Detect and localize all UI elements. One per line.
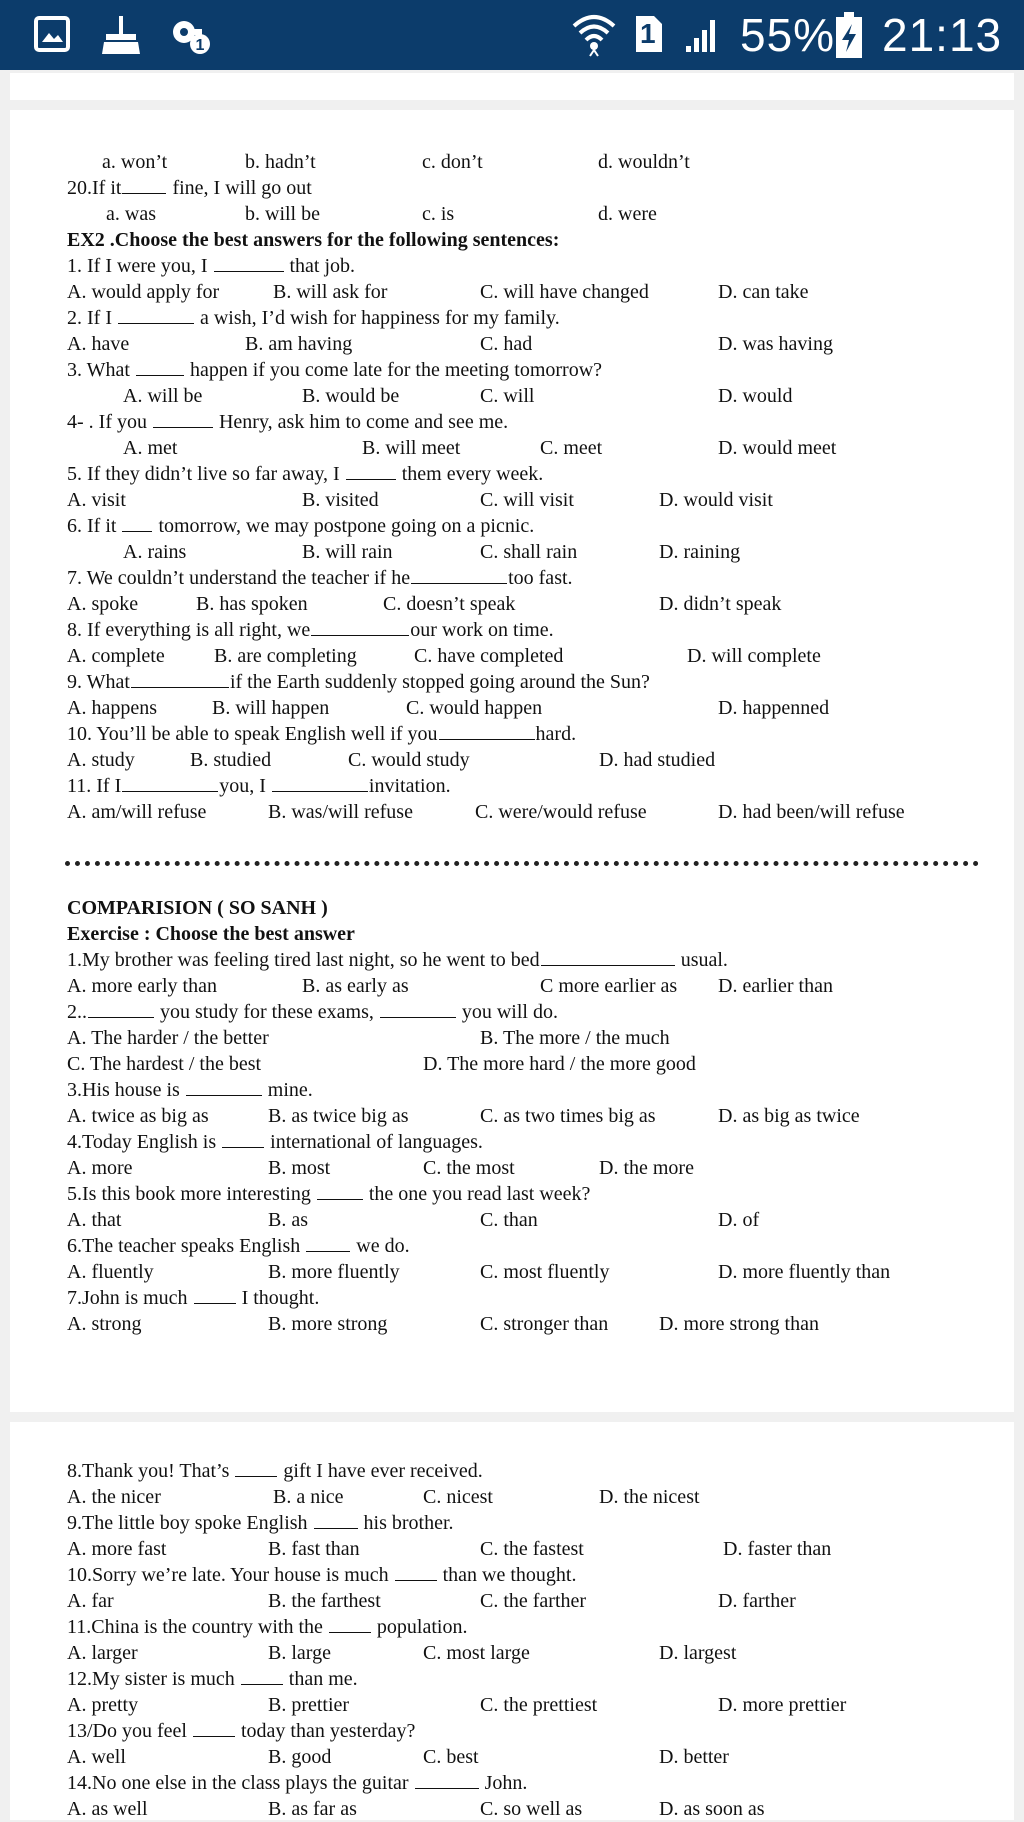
option-c: C. most fluently — [480, 1261, 610, 1283]
question-text: 8.Thank you! That’s — [67, 1460, 230, 1482]
option-b: B. most — [268, 1157, 331, 1179]
answer-blank — [541, 948, 675, 966]
answer-blank — [314, 1511, 358, 1529]
option-b: B. am having — [245, 333, 353, 355]
wifi-icon — [572, 12, 616, 63]
option-b: B. will ask for — [273, 281, 388, 303]
option-d: D. was having — [718, 333, 833, 355]
option-c: C. best — [423, 1746, 479, 1768]
option-a: A. met — [123, 437, 178, 459]
question-line — [67, 461, 543, 487]
answer-blank — [411, 566, 507, 584]
option-b: B. The more / the much — [480, 1027, 670, 1049]
option-c: C. will — [480, 385, 535, 407]
option-a: A. The harder / the better — [67, 1027, 269, 1049]
question-text: if the Earth suddenly stopped going around the Sun? — [229, 671, 650, 693]
question-text: 3. What — [67, 359, 130, 381]
question-line — [67, 999, 558, 1025]
question-line — [67, 565, 573, 591]
option-b: B. as — [268, 1209, 308, 1231]
cleaner-icon — [100, 14, 142, 61]
question-line — [67, 1562, 577, 1588]
option-b: B. has spoken — [196, 593, 308, 615]
option-d: D. more prettier — [718, 1694, 847, 1716]
option-b: B. large — [268, 1642, 331, 1664]
option-c: C. will have changed — [480, 281, 649, 303]
question-text: international of languages. — [270, 1131, 483, 1153]
answer-blank — [194, 1286, 236, 1304]
answer-blank — [122, 514, 152, 532]
option-c: c. is — [422, 203, 455, 225]
option-d: D. of — [718, 1209, 760, 1231]
option-d: D. The more hard / the more good — [423, 1053, 696, 1075]
option-d: D. can take — [718, 281, 809, 303]
option-d: D. more fluently than — [718, 1261, 891, 1283]
question-line — [67, 357, 602, 383]
option-c: C. as two times big as — [480, 1105, 656, 1127]
section-divider — [65, 861, 979, 866]
answer-blank — [272, 774, 368, 792]
option-d: D. would — [718, 385, 793, 407]
option-c: C. The hardest / the best — [67, 1053, 262, 1075]
question-line — [67, 305, 560, 331]
question-line — [67, 513, 534, 539]
option-d: D. raining — [659, 541, 741, 563]
option-d: D. earlier than — [718, 975, 833, 997]
option-a: A. complete — [67, 645, 165, 667]
question-text: you will do. — [461, 1001, 558, 1023]
option-c: C. meet — [540, 437, 603, 459]
option-d: D. the nicest — [599, 1486, 700, 1508]
option-d: D. better — [659, 1746, 729, 1768]
option-d: D. faster than — [723, 1538, 832, 1560]
question-text: 14.No one else in the class plays the guitar — [67, 1772, 409, 1794]
option-a: A. that — [67, 1209, 122, 1231]
question-text: 4- . If you — [67, 411, 147, 433]
question-line — [67, 1181, 590, 1207]
option-d: D. as big as twice — [718, 1105, 860, 1127]
question-text: today than yesterday? — [240, 1720, 416, 1742]
option-c: C. the farther — [480, 1590, 587, 1612]
answer-blank — [214, 254, 284, 272]
option-a: A. am/will refuse — [67, 801, 207, 823]
option-a: A. far — [67, 1590, 114, 1612]
battery-percentage: 55% — [740, 9, 836, 61]
question-text: population. — [376, 1616, 468, 1638]
answer-blank — [380, 1000, 456, 1018]
option-c: C more earlier as — [540, 975, 678, 997]
question-text: 2.. — [67, 1001, 87, 1023]
question-text: John. — [484, 1772, 528, 1794]
option-d: D. will complete — [687, 645, 821, 667]
option-d: D. farther — [718, 1590, 796, 1612]
question-text: 9. What — [67, 671, 130, 693]
answer-blank — [88, 1000, 154, 1018]
answer-blank — [439, 722, 535, 740]
option-b: b. will be — [245, 203, 320, 225]
option-b: B. as early as — [302, 975, 409, 997]
option-d: D. would visit — [659, 489, 773, 511]
question-text: you, I — [219, 775, 266, 797]
question-line — [67, 409, 508, 435]
question-line — [67, 1614, 467, 1640]
option-b: B. fast than — [268, 1538, 360, 1560]
question-text: 7. We couldn’t understand the teacher if he — [67, 567, 411, 589]
question-text: 10. You’ll be able to speak English well if you — [67, 723, 438, 745]
sim-slot-label: 1 — [640, 18, 657, 49]
option-b: B. more fluently — [268, 1261, 400, 1283]
answer-blank — [153, 410, 213, 428]
question-text: 11.China is the country with the — [67, 1616, 323, 1638]
question-text: gift I have ever received. — [283, 1460, 483, 1482]
option-b: B. are completing — [214, 645, 357, 667]
option-a: A. more fast — [67, 1538, 167, 1560]
option-c: C. will visit — [480, 489, 574, 511]
answer-blank — [186, 1078, 262, 1096]
option-a: A. as well — [67, 1798, 148, 1820]
option-d: D. as soon as — [659, 1798, 765, 1820]
option-a: A. pretty — [67, 1694, 139, 1716]
option-a: A. strong — [67, 1313, 142, 1335]
option-d: D. would meet — [718, 437, 837, 459]
option-a: A. well — [67, 1746, 126, 1768]
question-text: we do. — [356, 1235, 410, 1257]
option-c: C. doesn’t speak — [383, 593, 516, 615]
question-text: 9.The little boy spoke English — [67, 1512, 308, 1534]
question-text: invitation. — [368, 775, 451, 797]
svg-text:1: 1 — [195, 37, 205, 54]
option-c: C. most large — [423, 1642, 530, 1664]
option-a: A. the nicer — [67, 1486, 161, 1508]
question-line — [67, 1770, 527, 1796]
question-text: the one you read last week? — [368, 1183, 591, 1205]
option-b: B. the farthest — [268, 1590, 381, 1612]
answer-blank — [415, 1771, 479, 1789]
answer-blank — [235, 1459, 277, 1477]
option-c: C. stronger than — [480, 1313, 609, 1335]
question-text: than me. — [288, 1668, 358, 1690]
clock: 21:13 — [882, 9, 1003, 61]
option-a: A. study — [67, 749, 135, 771]
question-text: them every week. — [401, 463, 544, 485]
gallery-icon — [34, 16, 70, 57]
option-d: D. happenned — [718, 697, 830, 719]
option-c: C. have completed — [414, 645, 564, 667]
option-a: A. would apply for — [67, 281, 220, 303]
option-b: B. as twice big as — [268, 1105, 409, 1127]
question-text: than we thought. — [442, 1564, 577, 1586]
question-text: 8. If everything is all right, we — [67, 619, 311, 641]
question-line — [67, 1718, 415, 1744]
question-text: 20.If it — [67, 177, 122, 199]
answer-blank — [346, 462, 396, 480]
answer-blank — [193, 1719, 235, 1737]
question-text: 3.His house is — [67, 1079, 180, 1101]
option-a: A. fluently — [67, 1261, 154, 1283]
option-a: a. was — [106, 203, 156, 225]
answer-blank — [118, 306, 194, 324]
status-bar — [0, 0, 1024, 70]
question-text: happen if you come late for the meeting tomorrow? — [189, 359, 603, 381]
question-text: 1. If I were you, I — [67, 255, 208, 277]
question-text: 7.John is much — [67, 1287, 188, 1309]
option-a: A. more — [67, 1157, 133, 1179]
option-b: B. good — [268, 1746, 332, 1768]
answer-blank — [306, 1234, 350, 1252]
option-c: C. the prettiest — [480, 1694, 598, 1716]
option-b: B. studied — [190, 749, 272, 771]
question-text: 13/Do you feel — [67, 1720, 187, 1742]
question-text: 5. If they didn’t live so far away, I — [67, 463, 340, 485]
question-text: 2. If I — [67, 307, 112, 329]
question-text: a wish, I’d wish for happiness for my family. — [199, 307, 560, 329]
option-b: B. a nice — [273, 1486, 344, 1508]
option-d: d. wouldn’t — [598, 151, 690, 173]
exercise-heading: Exercise : Choose the best answer — [67, 923, 355, 945]
question-text: 6. If it — [67, 515, 117, 537]
option-b: B. as far as — [268, 1798, 357, 1820]
option-c: C. the fastest — [480, 1538, 584, 1560]
question-text: Henry, ask him to come and see me. — [218, 411, 509, 433]
option-a: A. happens — [67, 697, 157, 719]
question-text: too fast. — [508, 567, 573, 589]
answer-blank — [131, 670, 229, 688]
option-b: B. was/will refuse — [268, 801, 413, 823]
option-d: d. were — [598, 203, 657, 225]
question-text: I thought. — [241, 1287, 320, 1309]
question-text: our work on time. — [410, 619, 554, 641]
question-text: 4.Today English is — [67, 1131, 217, 1153]
question-text: you study for these exams, — [160, 1001, 374, 1023]
option-a: A. twice as big as — [67, 1105, 209, 1127]
question-line — [67, 1458, 483, 1484]
battery-charging-icon — [836, 12, 862, 63]
option-a: A. more early than — [67, 975, 217, 997]
question-line — [67, 947, 728, 973]
question-text: fine, I will go out — [172, 177, 312, 199]
question-line — [67, 721, 576, 747]
option-d: D. had been/will refuse — [718, 801, 905, 823]
option-c: C. shall rain — [480, 541, 578, 563]
question-line — [67, 253, 355, 279]
option-b: B. prettier — [268, 1694, 350, 1716]
option-c: C. the most — [423, 1157, 515, 1179]
option-b: B. would be — [302, 385, 400, 407]
question-line — [67, 1129, 483, 1155]
answer-blank — [241, 1667, 283, 1685]
question-text: 10.Sorry we’re late. Your house is much — [67, 1564, 389, 1586]
option-c: c. don’t — [422, 151, 483, 173]
question-line — [67, 1077, 313, 1103]
option-c: C. so well as — [480, 1798, 583, 1820]
question-text: 12.My sister is much — [67, 1668, 235, 1690]
option-b: B. will rain — [302, 541, 393, 563]
option-b: B. visited — [302, 489, 379, 511]
answer-blank — [329, 1615, 371, 1633]
question-text: that job. — [289, 255, 356, 277]
option-a: A. rains — [123, 541, 187, 563]
option-c: C. nicest — [423, 1486, 493, 1508]
question-text: hard. — [535, 723, 577, 745]
vpn-key-icon — [170, 14, 212, 61]
option-a: A. larger — [67, 1642, 138, 1664]
answer-blank — [136, 358, 184, 376]
option-b: B. more strong — [268, 1313, 388, 1335]
exercise-heading: EX2 .Choose the best answers for the following sentences: — [67, 229, 560, 251]
answer-blank — [222, 1130, 264, 1148]
question-text: 6.The teacher speaks English — [67, 1235, 301, 1257]
signal-icon — [684, 14, 724, 59]
option-c: C. were/would refuse — [475, 801, 647, 823]
option-a: A. have — [67, 333, 130, 355]
option-b: B. will happen — [212, 697, 330, 719]
option-a: A. will be — [123, 385, 203, 407]
answer-blank — [122, 774, 218, 792]
question-text: 1.My brother was feeling tired last night, so he went to bed — [67, 949, 540, 971]
answer-blank — [395, 1563, 437, 1581]
answer-blank — [122, 176, 166, 194]
option-d: D. had studied — [599, 749, 716, 771]
option-d: D. the more — [599, 1157, 694, 1179]
question-line — [67, 175, 312, 201]
question-text: his brother. — [363, 1512, 454, 1534]
option-a: A. spoke — [67, 593, 139, 615]
question-text: mine. — [267, 1079, 313, 1101]
option-a: a. won’t — [102, 151, 168, 173]
document-page[interactable] — [10, 110, 1014, 1412]
question-line — [67, 1285, 319, 1311]
question-line — [67, 773, 451, 799]
answer-blank — [311, 618, 409, 636]
option-d: D. more strong than — [659, 1313, 819, 1335]
question-text: 5.Is this book more interesting — [67, 1183, 311, 1205]
option-d: D. largest — [659, 1642, 737, 1664]
question-text: 11. If I — [67, 775, 122, 797]
option-b: B. will meet — [362, 437, 461, 459]
question-line — [67, 617, 554, 643]
section-title: COMPARISION ( SO SANH ) — [67, 897, 328, 919]
document-page[interactable] — [10, 1422, 1014, 1820]
question-line — [67, 1666, 358, 1692]
question-line — [67, 1510, 454, 1536]
option-c: C. had — [480, 333, 533, 355]
question-line — [67, 669, 650, 695]
option-c: C. than — [480, 1209, 538, 1231]
document-page — [10, 73, 1014, 100]
question-text: usual. — [680, 949, 728, 971]
option-d: D. didn’t speak — [659, 593, 782, 615]
option-a: A. visit — [67, 489, 126, 511]
option-c: C. would study — [348, 749, 470, 771]
answer-blank — [317, 1182, 363, 1200]
option-b: b. hadn’t — [245, 151, 316, 173]
question-line — [67, 1233, 410, 1259]
option-c: C. would happen — [406, 697, 543, 719]
question-text: tomorrow, we may postpone going on a picnic. — [158, 515, 535, 537]
